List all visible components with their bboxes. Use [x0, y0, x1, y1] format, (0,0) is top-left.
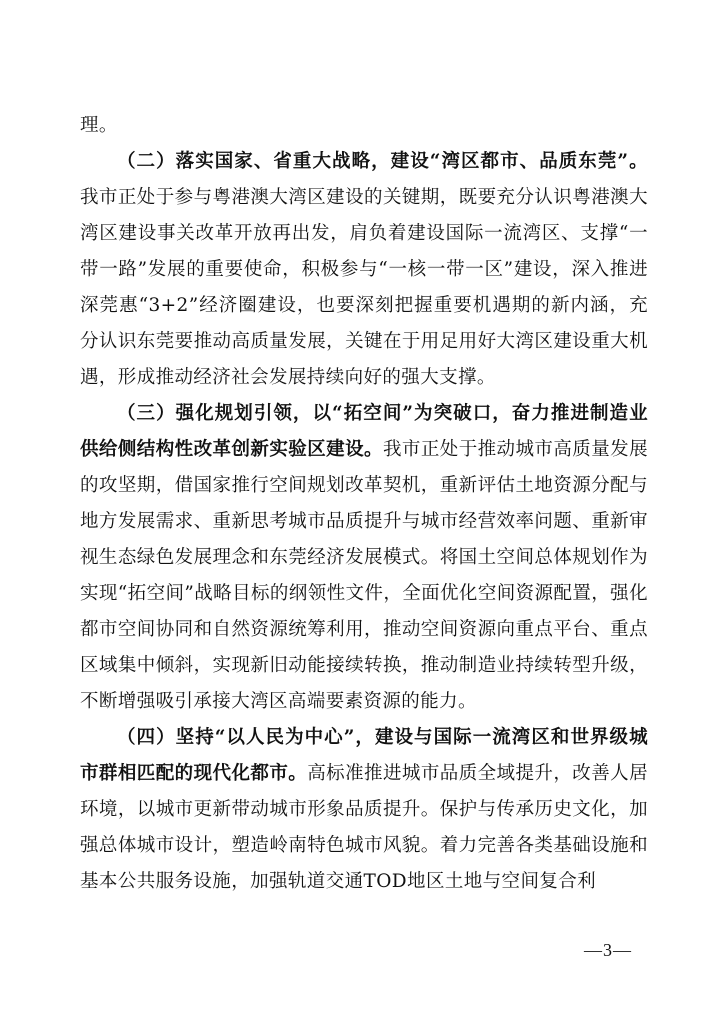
continuation-line: 理。	[80, 115, 118, 136]
section-paragraph-3	[80, 396, 648, 720]
section-paragraph-2	[80, 144, 648, 396]
section-body-3: 我市正处于推动城市高质量发展的攻坚期，借国家推行空间规划改革契机，重新评估土地资源分配与地方发展需求、重新思考城市品质提升与城市经营效率问题、重新审视生态绿色发展理念和东莞经济发展模式。将国土空间总体规划作为实现“拓空间”战略目标的纲领性文件，全面优化空间资源配置，强化都市空间协同和自然资源统筹利用，推动空间资源向重点平台、重点区域集中倾斜，实现新旧动能接续转换，推动制造业持续转型升级，不断增强吸引承接大湾区高端要素资源的能力。	[80, 439, 648, 712]
section-body-2: 我市正处于参与粤港澳大湾区建设的关键期，既要充分认识粤港澳大湾区建设事关改革开放再出发，肩负着建设国际一流湾区、支撑“一带一路”发展的重要使命，积极参与“一核一带一区”建设，深入推进深莞惠“3+2”经济圈建设，也要深刻把握重要机遇期的新内涵，充分认识东莞要推动高质量发展，关键在于用足用好大湾区建设重大机遇，形成推动经济社会发展持续向好的强大支撑。	[80, 187, 648, 388]
section-heading-4: （四）坚持“以人民为中心”，建设与国际一流湾区和世界级城市群相匹配的现代化都市。	[80, 727, 648, 784]
page-number: —3—	[584, 940, 632, 960]
section-paragraph-4	[80, 720, 648, 900]
section-heading-3: （三）强化规划引领，以“拓空间”为突破口，奋力推进制造业供给侧结构性改革创新实验区建设。	[80, 403, 648, 460]
section-heading-2: （二）落实国家、省重大战略，建设“湾区都市、品质东莞”。	[117, 151, 648, 172]
section-body-4: 高标准推进城市品质全域提升，改善人居环境，以城市更新带动城市形象品质提升。保护与传承历史文化，加强总体城市设计，塑造岭南特色城市风貌。着力完善各类基础设施和基本公共服务设施，加强轨道交通TOD地区土地与空间复合利	[80, 763, 648, 892]
document-body	[80, 108, 648, 900]
